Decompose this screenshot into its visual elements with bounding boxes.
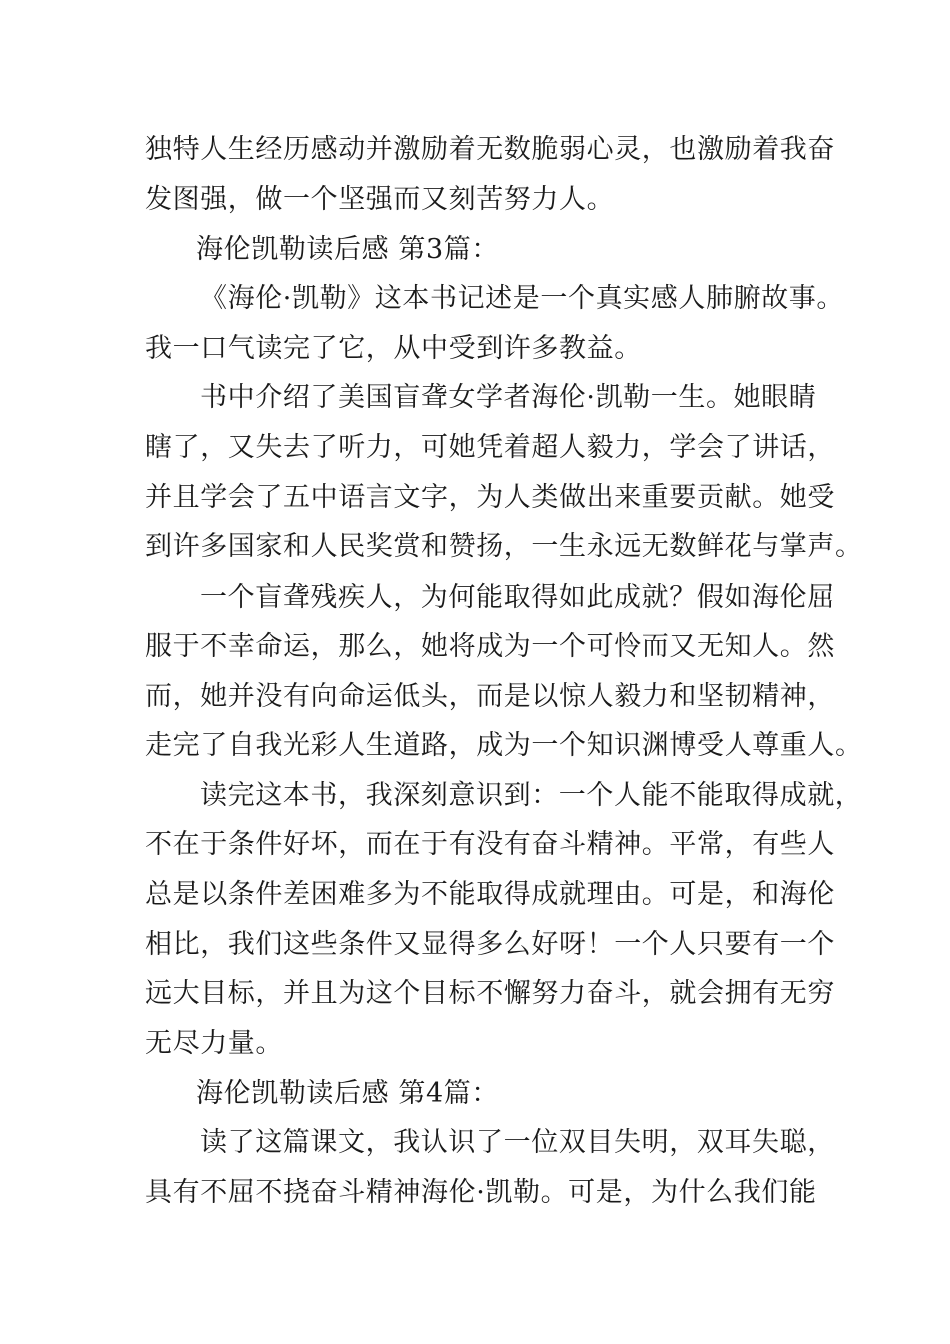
text-line: 相比，我们这些条件又显得多么好呀！一个人只要有一个	[145, 929, 835, 960]
text-line: 走完了自我光彩人生道路，成为一个知识渊博受人尊重人。	[145, 730, 863, 761]
text-line: 书中介绍了美国盲聋女学者海伦·凯勒一生。她眼睛	[200, 382, 817, 413]
text-line: 到许多国家和人民奖赏和赞扬，一生永远无数鲜花与掌声。	[145, 531, 863, 562]
text-line: 一个盲聋残疾人，为何能取得如此成就？假如海伦屈	[200, 582, 835, 613]
text-line: 具有不屈不挠奋斗精神海伦·凯勒。可是，为什么我们能	[145, 1177, 817, 1208]
text-line: 独特人生经历感动并激励着无数脆弱心灵，也激励着我奋	[145, 134, 835, 165]
text-line: 服于不幸命运，那么，她将成为一个可怜而又无知人。然	[145, 631, 835, 662]
section-heading: 海伦凯勒读后感 第3篇：	[196, 234, 499, 265]
text-line: 瞎了，又失去了听力，可她凭着超人毅力，学会了讲话，	[145, 432, 835, 463]
text-line: 不在于条件好坏，而在于有没有奋斗精神。平常，有些人	[145, 829, 835, 860]
text-line: 读完这本书，我深刻意识到：一个人能不能取得成就，	[200, 780, 863, 811]
text-line: 读了这篇课文，我认识了一位双目失明，双耳失聪，	[200, 1127, 835, 1158]
text-line: 发图强，做一个坚强而又刻苦努力人。	[145, 184, 615, 215]
text-line: 远大目标，并且为这个目标不懈努力奋斗，就会拥有无穷	[145, 978, 835, 1009]
text-line: 《海伦·凯勒》这本书记述是一个真实感人肺腑故事。	[200, 283, 844, 314]
text-line: 而，她并没有向命运低头，而是以惊人毅力和坚韧精神，	[145, 681, 835, 712]
text-line: 总是以条件差困难多为不能取得成就理由。可是，和海伦	[145, 879, 835, 910]
section-heading: 海伦凯勒读后感 第4篇：	[196, 1078, 499, 1109]
text-line: 无尽力量。	[145, 1028, 283, 1059]
text-line: 并且学会了五中语言文字，为人类做出来重要贡献。她受	[145, 482, 835, 513]
text-line: 我一口气读完了它，从中受到许多教益。	[145, 333, 642, 364]
